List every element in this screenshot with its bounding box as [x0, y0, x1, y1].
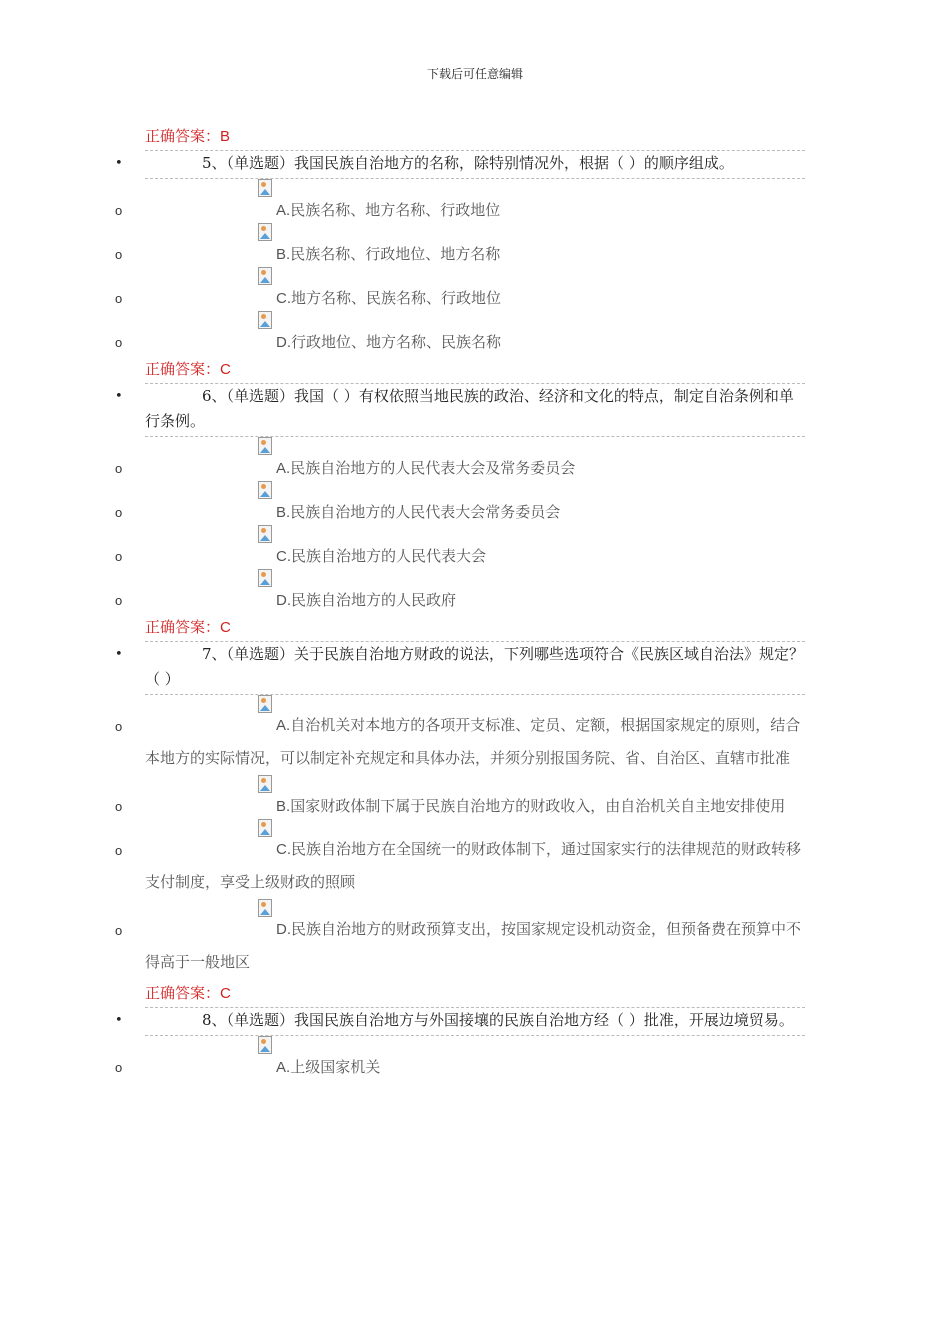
option-letter: A. [276, 202, 291, 219]
broken-image-icon [258, 525, 272, 543]
option-marker: o [115, 549, 123, 564]
option-label: 民族自治地方的人民政府 [291, 591, 457, 609]
option-text [145, 330, 805, 355]
option-marker: o [115, 335, 123, 350]
option-text [145, 588, 805, 613]
option-letter: A. [276, 717, 291, 734]
option-marker: o [115, 461, 123, 476]
option-item[interactable] [115, 899, 805, 979]
broken-image-icon [258, 775, 272, 793]
broken-image-icon [258, 481, 272, 499]
broken-image-icon [258, 819, 272, 837]
option-item[interactable] [115, 437, 805, 481]
option-letter: D. [276, 921, 291, 938]
option-item[interactable] [115, 1036, 805, 1080]
option-item[interactable] [115, 223, 805, 267]
correct-answer-letter: C [220, 985, 231, 1002]
option-marker: o [115, 1060, 123, 1075]
correct-answer-label: 正确答案： [145, 618, 221, 636]
option-letter: A. [276, 1059, 291, 1076]
option-marker: o [115, 923, 123, 938]
option-letter: C. [276, 290, 291, 307]
option-marker: o [115, 719, 123, 734]
question-item [115, 150, 805, 179]
broken-image-icon [258, 223, 272, 241]
bullet-marker: • [115, 1013, 123, 1028]
question-text: 7、（单选题）关于民族自治地方财政的说法，下列哪些选项符合《民族区域自治法》规定？（ ） [145, 645, 805, 688]
bullet-marker: • [115, 389, 123, 404]
option-letter: B. [276, 798, 291, 815]
broken-image-icon [258, 179, 272, 197]
question-item [115, 1007, 805, 1036]
correct-answer-label: 正确答案： [145, 360, 221, 378]
option-marker: o [115, 247, 123, 262]
correct-answer [145, 613, 950, 641]
option-letter: A. [276, 460, 291, 477]
option-label: 行政地位、地方名称、民族名称 [291, 333, 502, 351]
option-marker: o [115, 203, 123, 218]
option-text [145, 456, 805, 481]
broken-image-icon [258, 311, 272, 329]
option-item[interactable] [115, 695, 805, 775]
quiz-content [0, 122, 950, 1080]
option-label: 国家财政体制下属于民族自治地方的财政收入，由自治机关自主地安排使用 [290, 797, 786, 815]
option-letter: D. [276, 592, 291, 609]
broken-image-icon [258, 899, 272, 917]
option-label: 上级国家机关 [290, 1058, 381, 1076]
question-item [115, 641, 805, 695]
option-label: 民族自治地方在全国统一的财政体制下，通过国家实行的法律规范的财政转移支付制度，享受上级财政的照顾 [145, 840, 802, 891]
option-label: 地方名称、民族名称、行政地位 [291, 289, 502, 307]
option-item[interactable] [115, 569, 805, 613]
correct-answer [145, 355, 950, 383]
option-marker: o [115, 291, 123, 306]
option-text [145, 286, 805, 311]
broken-image-icon [258, 1036, 272, 1054]
option-text [145, 242, 805, 267]
option-text [145, 794, 805, 819]
option-text [145, 709, 805, 775]
question-text: 5、（单选题）我国民族自治地方的名称，除特别情况外，根据（ ）的顺序组成。 [202, 154, 734, 172]
correct-answer-letter: B [220, 128, 231, 145]
option-label: 民族自治地方的人民代表大会及常务委员会 [290, 459, 576, 477]
option-label: 民族名称、地方名称、行政地位 [290, 201, 501, 219]
broken-image-icon [258, 695, 272, 713]
option-text [145, 913, 805, 979]
option-text [145, 544, 805, 569]
option-text [145, 198, 805, 223]
option-text [145, 500, 805, 525]
question-item [115, 383, 805, 437]
option-label: 民族自治地方的人民代表大会 [291, 547, 487, 565]
option-letter: C. [276, 841, 291, 858]
option-text [145, 833, 805, 899]
option-item[interactable] [115, 819, 805, 899]
option-marker: o [115, 505, 123, 520]
correct-answer-letter: C [220, 619, 231, 636]
broken-image-icon [258, 267, 272, 285]
bullet-marker: • [115, 156, 123, 171]
option-item[interactable] [115, 775, 805, 819]
option-letter: C. [276, 548, 291, 565]
correct-answer [145, 979, 950, 1007]
broken-image-icon [258, 569, 272, 587]
option-letter: B. [276, 504, 291, 521]
option-label: 民族自治地方的人民代表大会常务委员会 [290, 503, 561, 521]
option-marker: o [115, 843, 123, 858]
question-text: 8、（单选题）我国民族自治地方与外国接壤的民族自治地方经（ ）批准，开展边境贸易。 [202, 1011, 794, 1029]
option-item[interactable] [115, 179, 805, 223]
correct-answer-letter: C [220, 361, 231, 378]
option-label: 民族自治地方的财政预算支出，按国家规定设机动资金，但预备费在预算中不得高于一般地区 [145, 920, 802, 971]
option-letter: D. [276, 334, 291, 351]
correct-answer-label: 正确答案： [145, 127, 221, 145]
option-item[interactable] [115, 525, 805, 569]
option-item[interactable] [115, 311, 805, 355]
option-label: 自治机关对本地方的各项开支标准、定员、定额，根据国家规定的原则，结合本地方的实际情况，可以制定补充规定和具体办法，并须分别报国务院、省、自治区、直辖市批准 [145, 716, 801, 767]
option-letter: B. [276, 246, 291, 263]
question-text: 6、（单选题）我国（ ）有权依照当地民族的政治、经济和文化的特点，制定自治条例和单行条例。 [145, 387, 794, 430]
correct-answer-label: 正确答案： [145, 984, 221, 1002]
page-header: 下载后可任意编辑 [426, 67, 523, 81]
option-label: 民族名称、行政地位、地方名称 [290, 245, 501, 263]
option-item[interactable] [115, 481, 805, 525]
broken-image-icon [258, 437, 272, 455]
option-text [145, 1055, 805, 1080]
option-marker: o [115, 593, 123, 608]
bullet-marker: • [115, 647, 123, 662]
option-marker: o [115, 799, 123, 814]
option-item[interactable] [115, 267, 805, 311]
correct-answer [145, 122, 950, 150]
